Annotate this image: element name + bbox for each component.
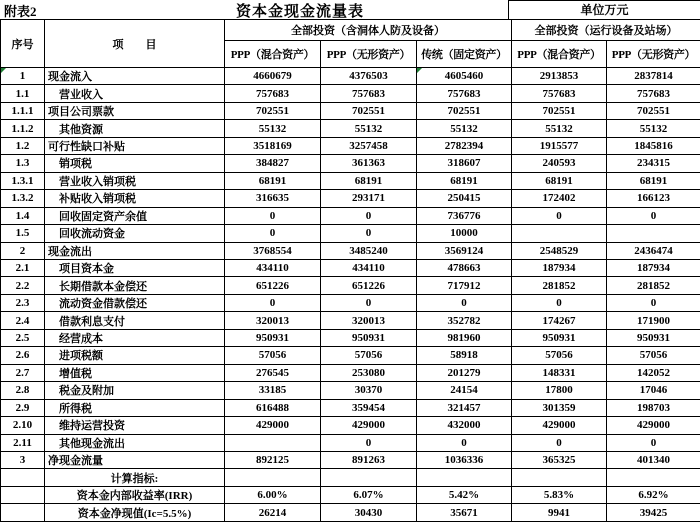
value-cell[interactable]: 384827 [225,155,321,172]
value-cell[interactable] [225,434,321,451]
value-cell[interactable]: 702551 [225,102,321,119]
value-cell[interactable]: 2436474 [607,242,700,259]
row-no-cell[interactable] [1,469,45,486]
column-header-traditional-fixed[interactable]: 传统（固定资产） [417,41,512,68]
title-bar [0,0,700,19]
row-label-cell[interactable]: 所得税 [45,399,225,416]
value-cell[interactable]: 253080 [321,364,417,381]
unit-label-cell[interactable]: 单位万元 [508,0,700,19]
page-title: 资本金现金流量表 [235,4,364,20]
value-cell[interactable]: 68191 [225,172,321,189]
table-row [1,172,700,189]
row-label-cell[interactable]: 流动资金借款偿还 [45,294,225,311]
row-no-cell[interactable]: 2.7 [1,364,45,381]
value-cell[interactable]: 0 [225,207,321,224]
value-cell[interactable]: 434110 [225,259,321,276]
table-row [1,68,700,85]
value-cell[interactable]: 39425 [607,504,700,522]
value-cell[interactable]: 68191 [321,172,417,189]
value-cell[interactable] [607,225,700,242]
value-cell[interactable]: 0 [512,207,607,224]
value-cell[interactable]: 281852 [607,277,700,294]
column-header-ppp-mixed-2[interactable]: PPP（混合资产） [512,41,607,68]
value-cell[interactable]: 3768554 [225,242,321,259]
table-row [1,102,700,119]
row-label-cell[interactable]: 回收固定资产余值 [45,207,225,224]
value-cell[interactable]: 174267 [512,312,607,329]
value-cell[interactable]: 0 [417,294,512,311]
table-row [1,190,700,207]
value-cell[interactable]: 429000 [512,417,607,434]
value-cell[interactable]: 17046 [607,382,700,399]
value-cell[interactable]: 68191 [607,172,700,189]
value-cell[interactable]: 6.07% [321,486,417,503]
value-cell[interactable]: 352782 [417,312,512,329]
appendix-label: 附表2 [4,4,37,19]
value-cell[interactable]: 717912 [417,277,512,294]
row-label-cell[interactable]: 其他现金流出 [45,434,225,451]
value-cell[interactable]: 240593 [512,155,607,172]
table-row [1,120,700,137]
value-cell[interactable]: 757683 [607,85,700,102]
table-row [1,347,700,364]
value-cell[interactable]: 0 [321,294,417,311]
value-cell[interactable]: 757683 [417,85,512,102]
row-no-cell[interactable]: 2.1 [1,259,45,276]
row-label-cell[interactable]: 经营成本 [45,329,225,346]
value-cell[interactable]: 318607 [417,155,512,172]
row-no-cell[interactable]: 1.3.2 [1,190,45,207]
value-cell[interactable]: 187934 [512,259,607,276]
value-cell[interactable]: 30430 [321,504,417,522]
value-cell[interactable]: 0 [607,294,700,311]
row-label-cell[interactable]: 可行性缺口补贴 [45,137,225,154]
row-no-cell[interactable]: 2 [1,242,45,259]
value-cell[interactable]: 68191 [512,172,607,189]
row-no-cell[interactable]: 1.3 [1,155,45,172]
row-no-cell[interactable]: 1.2 [1,137,45,154]
column-header-ppp-mixed-1[interactable]: PPP（混合资产） [225,41,321,68]
value-cell[interactable]: 401340 [607,451,700,468]
table-row [1,277,700,294]
row-no-cell[interactable]: 2.11 [1,434,45,451]
table-row [1,137,700,154]
value-cell[interactable]: 58918 [417,347,512,364]
row-no-cell[interactable]: 1 [1,68,45,85]
table-row [1,382,700,399]
value-cell[interactable]: 950931 [607,329,700,346]
value-cell[interactable]: 148331 [512,364,607,381]
row-no-cell[interactable]: 1.3.1 [1,172,45,189]
value-cell[interactable]: 301359 [512,399,607,416]
value-cell[interactable] [512,225,607,242]
value-cell[interactable]: 3518169 [225,137,321,154]
row-no-cell[interactable]: 1.5 [1,225,45,242]
value-cell[interactable]: 359454 [321,399,417,416]
value-cell[interactable]: 320013 [321,312,417,329]
value-cell[interactable]: 5.42% [417,486,512,503]
row-label-cell[interactable]: 税金及附加 [45,382,225,399]
value-cell[interactable]: 429000 [607,417,700,434]
row-no-cell[interactable]: 1.1 [1,85,45,102]
table-row [1,85,700,102]
value-cell[interactable]: 201279 [417,364,512,381]
table-row [1,469,700,486]
value-cell[interactable]: 6.00% [225,486,321,503]
value-cell[interactable]: 4376503 [321,68,417,85]
value-cell[interactable]: 0 [321,434,417,451]
value-cell[interactable]: 57056 [512,347,607,364]
value-cell[interactable]: 1915577 [512,137,607,154]
row-label-cell[interactable]: 营业收入销项税 [45,172,225,189]
row-label-cell[interactable]: 借款利息支付 [45,312,225,329]
row-no-cell[interactable]: 2.5 [1,329,45,346]
value-cell[interactable]: 429000 [321,417,417,434]
table-row [1,207,700,224]
value-cell[interactable]: 0 [321,225,417,242]
row-label-cell[interactable]: 现金流出 [45,242,225,259]
value-cell[interactable]: 55132 [417,120,512,137]
value-cell[interactable]: 57056 [225,347,321,364]
value-cell[interactable]: 434110 [321,259,417,276]
value-cell[interactable]: 478663 [417,259,512,276]
value-cell[interactable]: 187934 [607,259,700,276]
row-label-cell[interactable]: 回收流动资金 [45,225,225,242]
value-cell[interactable]: 55132 [607,120,700,137]
row-label-cell[interactable]: 销项税 [45,155,225,172]
value-cell[interactable]: 3569124 [417,242,512,259]
table-row [1,259,700,276]
value-cell[interactable]: 757683 [512,85,607,102]
table-row [1,294,700,311]
row-no-cell[interactable] [1,504,45,522]
row-no-cell[interactable]: 1.4 [1,207,45,224]
value-cell[interactable]: 651226 [225,277,321,294]
row-no-cell[interactable]: 2.9 [1,399,45,416]
value-cell[interactable]: 981960 [417,329,512,346]
value-cell[interactable]: 55132 [321,120,417,137]
value-cell[interactable]: 0 [321,207,417,224]
value-cell[interactable]: 68191 [417,172,512,189]
row-label-cell[interactable]: 其他资源 [45,120,225,137]
value-cell[interactable]: 234315 [607,155,700,172]
row-no-cell[interactable]: 2.2 [1,277,45,294]
row-label-cell[interactable]: 长期借款本金偿还 [45,277,225,294]
value-cell[interactable]: 293171 [321,190,417,207]
value-cell[interactable] [225,469,321,486]
table-row [1,329,700,346]
value-cell[interactable]: 736776 [417,207,512,224]
value-cell[interactable] [512,469,607,486]
row-label-cell[interactable]: 资本金内部收益率(IRR) [45,486,225,503]
row-no-cell[interactable] [1,486,45,503]
row-label-cell[interactable]: 项目资本金 [45,259,225,276]
error-indicator-icon [1,68,6,73]
table-row [1,486,700,503]
value-cell[interactable]: 616488 [225,399,321,416]
row-label-cell[interactable]: 维持运营投资 [45,417,225,434]
row-label-cell[interactable]: 进项税额 [45,347,225,364]
table-row [1,451,700,468]
table-row [1,225,700,242]
row-no-cell[interactable]: 2.6 [1,347,45,364]
value-cell[interactable]: 55132 [225,120,321,137]
value-cell[interactable]: 2782394 [417,137,512,154]
value-cell[interactable]: 6.92% [607,486,700,503]
column-group-header-total-investment-1[interactable]: 全部投资（含洞体人防及设备） [225,20,512,41]
row-no-cell[interactable]: 2.4 [1,312,45,329]
row-label-cell[interactable]: 增值税 [45,364,225,381]
value-cell[interactable]: 757683 [225,85,321,102]
row-no-cell[interactable]: 2.3 [1,294,45,311]
value-cell[interactable]: 142052 [607,364,700,381]
value-cell[interactable]: 17800 [512,382,607,399]
row-no-cell[interactable]: 3 [1,451,45,468]
value-cell[interactable]: 891263 [321,451,417,468]
row-no-cell[interactable]: 1.1.2 [1,120,45,137]
value-cell[interactable]: 2548529 [512,242,607,259]
value-cell[interactable]: 250415 [417,190,512,207]
value-cell[interactable]: 3257458 [321,137,417,154]
table-row [1,155,700,172]
value-cell[interactable]: 33185 [225,382,321,399]
table-row [1,504,700,522]
table-row [1,399,700,416]
table-row [1,312,700,329]
value-cell[interactable]: 702551 [417,102,512,119]
column-group-header-total-investment-2[interactable]: 全部投资（运行设备及站场） [512,20,700,41]
value-cell[interactable]: 432000 [417,417,512,434]
column-header-ppp-intangible-2[interactable]: PPP（无形资产） [607,41,700,68]
row-label-cell[interactable]: 营业收入 [45,85,225,102]
row-no-cell[interactable]: 2.10 [1,417,45,434]
row-label-cell[interactable]: 现金流入 [45,68,225,85]
value-cell[interactable]: 950931 [512,329,607,346]
value-cell[interactable]: 0 [225,225,321,242]
value-cell[interactable]: 4605460 [417,68,512,85]
cash-flow-table [0,19,700,522]
value-cell[interactable]: 702551 [607,102,700,119]
value-cell[interactable]: 429000 [225,417,321,434]
table-row [1,434,700,451]
table-row [1,417,700,434]
row-label-cell[interactable]: 资本金净现值(Ic=5.5%) [45,504,225,522]
value-cell[interactable]: 0 [607,434,700,451]
error-indicator-icon [417,68,422,73]
value-cell[interactable]: 10000 [417,225,512,242]
value-cell[interactable]: 3485240 [321,242,417,259]
column-header-ppp-intangible-1[interactable]: PPP（无形资产） [321,41,417,68]
value-cell[interactable]: 365325 [512,451,607,468]
value-cell[interactable]: 4660679 [225,68,321,85]
row-no-cell[interactable]: 1.1.1 [1,102,45,119]
value-cell[interactable]: 321457 [417,399,512,416]
column-header-item[interactable]: 项 目 [45,20,225,68]
value-cell[interactable]: 950931 [321,329,417,346]
value-cell[interactable]: 281852 [512,277,607,294]
row-label-cell[interactable]: 补贴收入销项税 [45,190,225,207]
value-cell[interactable]: 702551 [321,102,417,119]
value-cell[interactable] [417,469,512,486]
value-cell[interactable]: 651226 [321,277,417,294]
value-cell[interactable]: 171900 [607,312,700,329]
value-cell[interactable]: 5.83% [512,486,607,503]
value-cell[interactable]: 0 [512,294,607,311]
value-cell[interactable] [321,469,417,486]
value-cell[interactable]: 757683 [321,85,417,102]
column-header-no[interactable]: 序号 [1,20,45,68]
value-cell[interactable]: 361363 [321,155,417,172]
value-cell[interactable]: 1845816 [607,137,700,154]
value-cell[interactable]: 702551 [512,102,607,119]
value-cell[interactable]: 0 [225,294,321,311]
value-cell[interactable]: 0 [417,434,512,451]
value-cell[interactable]: 24154 [417,382,512,399]
value-cell[interactable]: 26214 [225,504,321,522]
table-row [1,242,700,259]
value-cell[interactable]: 30370 [321,382,417,399]
value-cell[interactable]: 57056 [321,347,417,364]
value-cell[interactable]: 2837814 [607,68,700,85]
value-cell[interactable]: 55132 [512,120,607,137]
value-cell[interactable]: 9941 [512,504,607,522]
value-cell[interactable]: 320013 [225,312,321,329]
value-cell[interactable]: 57056 [607,347,700,364]
value-cell[interactable]: 892125 [225,451,321,468]
value-cell[interactable]: 1036336 [417,451,512,468]
value-cell[interactable]: 35671 [417,504,512,522]
row-label-cell[interactable]: 净现金流量 [45,451,225,468]
value-cell[interactable]: 950931 [225,329,321,346]
value-cell[interactable]: 166123 [607,190,700,207]
value-cell[interactable]: 198703 [607,399,700,416]
value-cell[interactable]: 316635 [225,190,321,207]
table-row [1,364,700,381]
row-no-cell[interactable]: 2.8 [1,382,45,399]
value-cell[interactable]: 0 [512,434,607,451]
value-cell[interactable]: 172402 [512,190,607,207]
row-label-cell[interactable]: 项目公司票款 [45,102,225,119]
value-cell[interactable]: 276545 [225,364,321,381]
value-cell[interactable]: 2913853 [512,68,607,85]
value-cell[interactable]: 0 [607,207,700,224]
value-cell[interactable] [607,469,700,486]
row-label-cell[interactable]: 计算指标: [45,469,225,486]
